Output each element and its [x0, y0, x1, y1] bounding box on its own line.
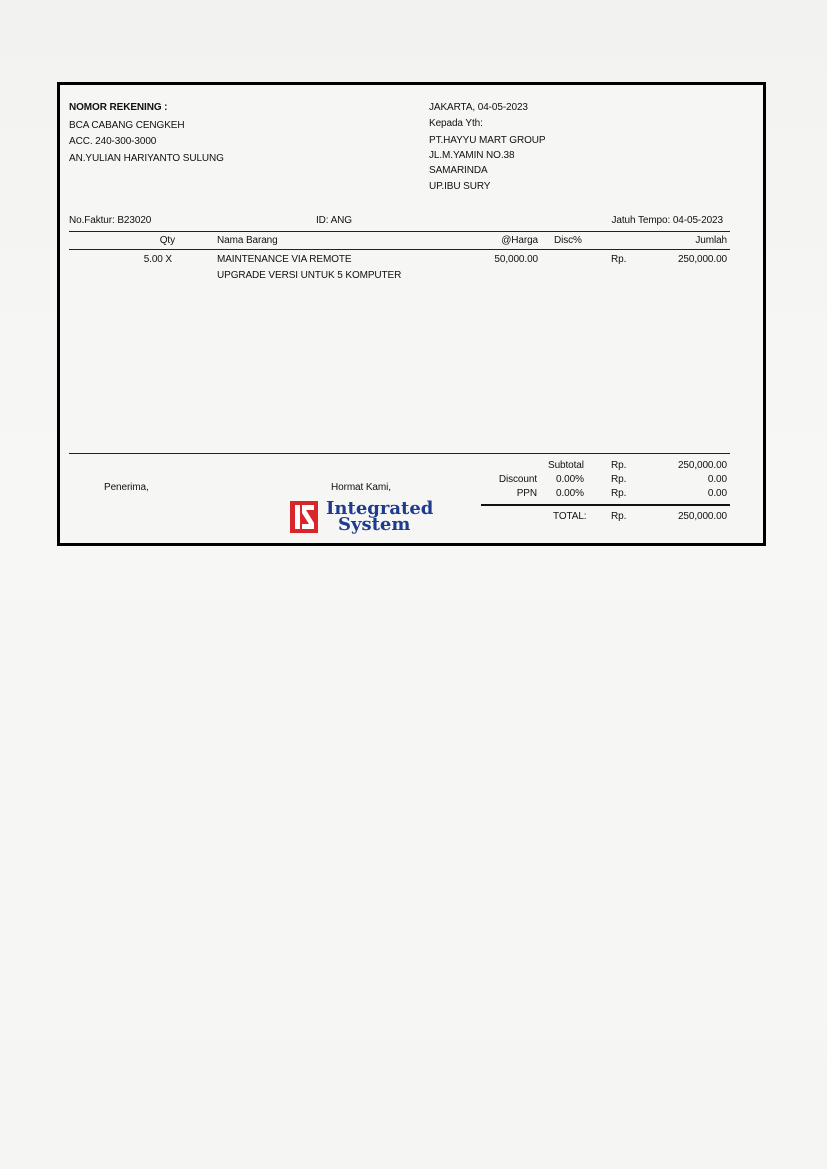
- row-item-desc: UPGRADE VERSI UNTUK 5 KOMPUTER: [217, 270, 402, 281]
- discount-value: 0.00: [707, 474, 727, 485]
- invoice-number: No.Faktur: B23020: [69, 215, 152, 226]
- discount-percent: 0.00%: [556, 474, 584, 485]
- row-price: 50,000.00: [494, 254, 538, 265]
- row-qty: 5.00 X: [143, 254, 172, 265]
- col-header-item: Nama Barang: [217, 235, 278, 246]
- discount-currency: Rp.: [611, 474, 627, 485]
- recipient-city: SAMARINDA: [429, 165, 488, 176]
- subtotal-value: 250,000.00: [677, 460, 727, 471]
- col-header-price: @Harga: [501, 235, 538, 246]
- footer-top-rule: [69, 453, 730, 454]
- bank-account-holder: AN.YULIAN HARIYANTO SULUNG: [69, 153, 224, 164]
- recipient-attn: UP.IBU SURY: [429, 181, 491, 192]
- bank-branch: BCA CABANG CENGKEH: [69, 120, 185, 131]
- company-logo: [290, 498, 440, 536]
- subtotal-currency: Rp.: [611, 460, 627, 471]
- ppn-label: PPN: [516, 488, 537, 499]
- regards-label: Hormat Kami,: [331, 482, 391, 493]
- col-header-qty: Qty: [159, 235, 175, 246]
- place-date: JAKARTA, 04-05-2023: [429, 102, 528, 113]
- total-rule: [481, 504, 730, 506]
- table-top-rule: [69, 231, 730, 232]
- receiver-label: Penerima,: [104, 482, 149, 493]
- subtotal-label: Subtotal: [548, 460, 584, 471]
- row-amount: 250,000.00: [677, 254, 727, 265]
- col-header-amount: Jumlah: [695, 235, 727, 246]
- ppn-currency: Rp.: [611, 488, 627, 499]
- col-header-disc: Disc%: [554, 235, 582, 246]
- recipient-company: PT.HAYYU MART GROUP: [429, 135, 546, 146]
- logo-text-line1: Integrated: [326, 498, 434, 519]
- bank-account: ACC. 240-300-3000: [69, 136, 157, 147]
- recipient-address: JL.M.YAMIN NO.38: [429, 150, 515, 161]
- due-date: Jatuh Tempo: 04-05-2023: [611, 215, 723, 226]
- total-label: TOTAL:: [553, 511, 587, 522]
- invoice-frame: [57, 82, 766, 546]
- logo-mark-icon: [290, 501, 318, 533]
- ppn-percent: 0.00%: [556, 488, 584, 499]
- row-item-name: MAINTENANCE VIA REMOTE: [217, 254, 352, 265]
- row-currency: Rp.: [611, 254, 627, 265]
- bank-heading: NOMOR REKENING :: [69, 102, 168, 113]
- logo-text-line2: System: [338, 514, 411, 535]
- ppn-value: 0.00: [707, 488, 727, 499]
- total-currency: Rp.: [611, 511, 627, 522]
- total-value: 250,000.00: [677, 511, 727, 522]
- discount-label: Discount: [498, 474, 537, 485]
- invoice-id: ID: ANG: [316, 215, 352, 226]
- recipient-label: Kepada Yth:: [429, 118, 483, 129]
- table-header-rule: [69, 249, 730, 250]
